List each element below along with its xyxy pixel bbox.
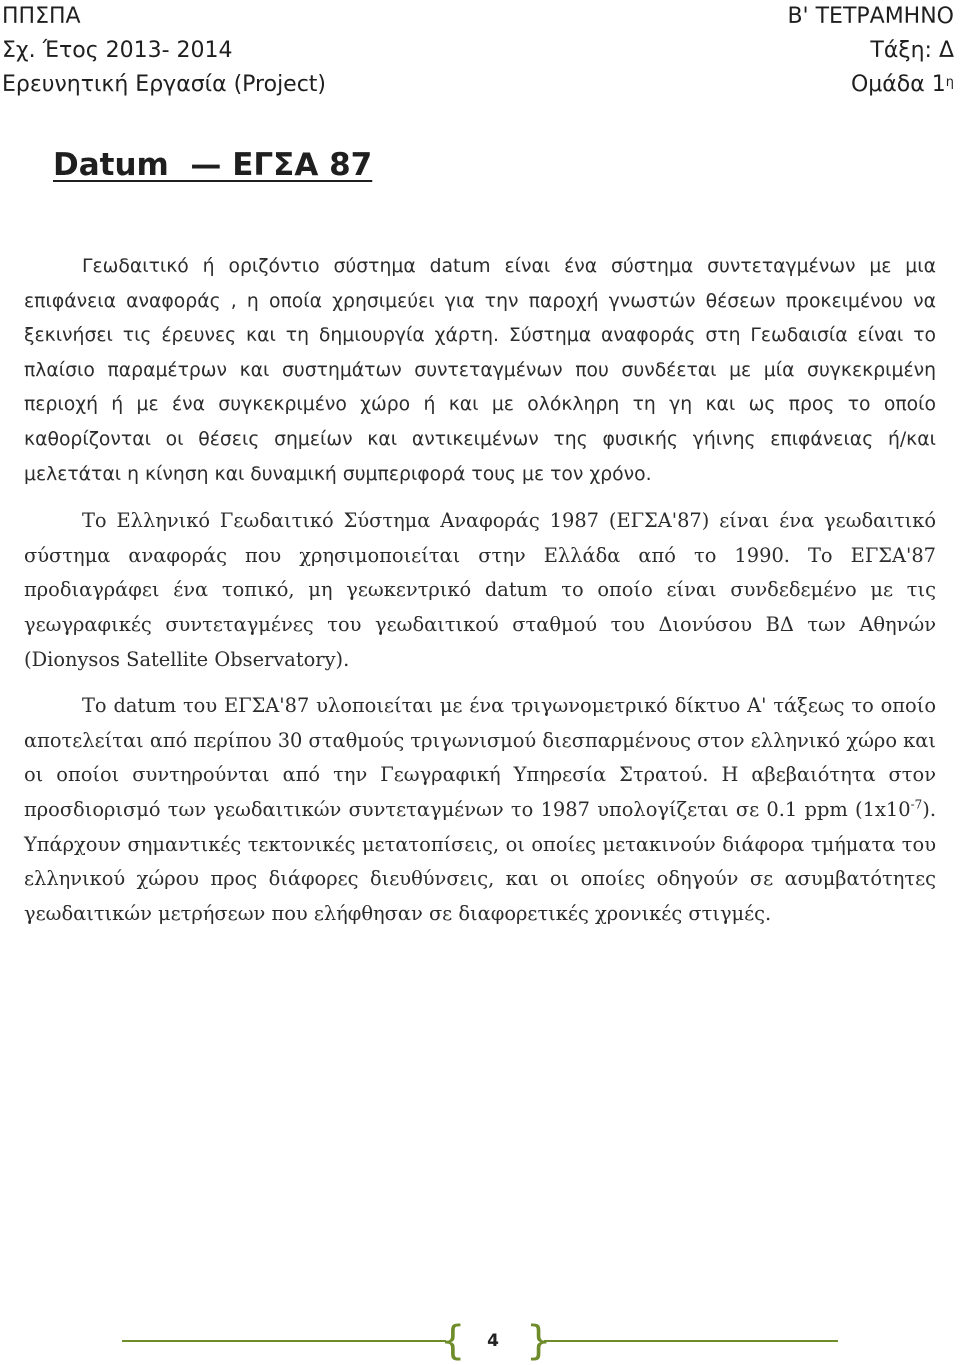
group-ordinal: η [945,75,954,90]
footer-rule-right [544,1340,838,1342]
exponent: -7 [910,797,923,812]
page-header [0,0,960,102]
group-label [851,68,954,102]
school-year: Σχ. Έτος 2013- 2014 [2,38,233,63]
group-number: Ομάδα 1 [850,72,946,97]
paragraph-egsa87-definition: Το Ελληνικό Γεωδαιτικό Σύστημα Αναφοράς 1987 (ΕΓΣΑ'87) είναι ένα γεωδαιτικό σύστημα αναφοράς που χρησιμοποιείται στην Ελλάδα από το 1990. Το ΕΓΣΑ'87 προδιαγράφει ένα τοπικό, μη γεωκεντρικό datum το οποίο είναι συνδεδεμένο με τις γεωγραφικές συντεταγμένες του γεωδαιτικού σταθμού του Διονύσου ΒΔ των Αθηνών (Dionysos Satellite Observatory). [24,509,936,671]
class-label: Τάξη: Δ [870,38,954,63]
page-title: Datum — ΕΓΣΑ 87 [53,147,373,183]
header-row-3 [0,68,960,102]
footer-rule-left [122,1340,446,1342]
page-footer [0,1318,960,1364]
right-brace-icon: } [526,1318,552,1364]
school-name: ΠΠΣΠΑ [2,4,81,29]
project-label: Ερευνητική Εργασία (Project) [2,72,327,97]
semester-label: Β' ΤΕΤΡΑΜΗΝΟ [787,4,954,29]
document-body [24,250,936,931]
header-row-2 [0,34,960,68]
paragraph-datum-definition: Γεωδαιτικό ή οριζόντιο σύστημα datum είναι ένα σύστημα συντεταγμένων με μια επιφάνεια αναφοράς , η οποία χρησιμεύει για την παροχή γνωστών θέσεων προκειμένου να ξεκινήσει τις έρευνες και τη δημιουργία χάρτη. Σύστημα αναφοράς στη Γεωδαισία είναι το πλαίσιο παραμέτρων και συστημάτων συντεταγμένων που συνδέεται με μία συγκεκριμένη περιοχή ή με ένα συγκεκριμένο χώρο ή και με ολόκληρη τη γη και ως προς το οποίο καθορίζονται οι θέσεις σημείων και αντικειμένων της φυσικής γήινης επιφάνειας ή/και μελετάται η κίνηση και δυναμική συμπεριφορά τους με τον χρόνο. [24,256,936,485]
header-row-1 [0,0,960,34]
paragraph-egsa87-implementation [24,689,936,931]
left-brace-icon: { [440,1318,466,1364]
paragraph-text-part1: Το datum του ΕΓΣΑ'87 υλοποιείται με ένα τριγωνομετρικό δίκτυο Α' τάξεως το οποίο αποτελείται από περίπου 30 σταθμούς τριγωνισμού διεσπαρμένους στον ελληνικό χώρο και οι οποίοι συντηρούνται από την Γεωγραφική Υπηρεσία Στρατού. Η αβεβαιότητα στον προσδιορισμό των γεωδαιτικών συντεταγμένων το 1987 υπολογίζεται σε 0.1 ppm (1x10 [24,694,936,821]
page-number: 4 [487,1331,499,1351]
paragraph-text-part2: ). Υπάρχουν σημαντικές τεκτονικές μετατοπίσεις, οι οποίες μετακινούν διάφορα τμήματα του ελληνικού χώρου προς διάφορες διευθύνσεις, και οι οποίες οδηγούν σε ασυμβατότητες γεωδαιτικών μετρήσεων που ελήφθησαν σε διαφορετικές χρονικές στιγμές. [24,797,936,925]
